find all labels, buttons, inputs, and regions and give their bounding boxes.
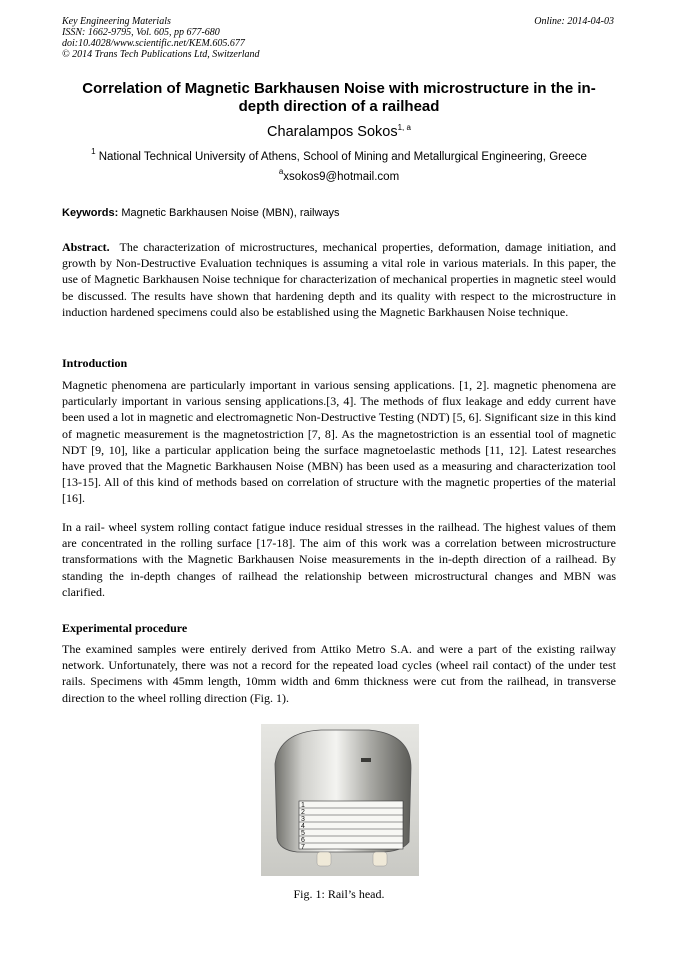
grid-label: 3 bbox=[301, 816, 305, 823]
experimental-heading: Experimental procedure bbox=[62, 621, 188, 635]
keywords bbox=[62, 206, 616, 220]
grid-label: 2 bbox=[301, 809, 305, 816]
grid-label: 7 bbox=[301, 844, 305, 851]
paper-title: Correlation of Magnetic Barkhausen Noise with microstructure in the in-depth direction of a railhead bbox=[82, 80, 596, 115]
email-text: xsokos9@hotmail.com bbox=[283, 171, 400, 183]
introduction-paragraph-1: Magnetic phenomena are particularly important in various sensing applications. [1, 2]. magnetic phenomena are particularly important in various sensing applications.[3, 4]. The methods of flux leakage and eddy current have been used a lot in magnetic and electromagnetic Non-Destructive Testing (NDT) [5, 6]. Significant size in this kind of magnetic measurement is the magnetostriction [7, 8]. As the magnetostriction is an essential tool of magnetic NDT [9, 10], like a particular application being the surface magnetoelastic methods [11, 12]. Latest researches have proved that the Magnetic Barkhausen Noise (MBN) has been used as a measuring and characterization tool [13-15]. All of this kind of methods based on correlation of structure with the magnetic properties of the material [16]. bbox=[62, 378, 616, 506]
online-date: Online: 2014-04-03 bbox=[534, 16, 614, 27]
keywords-label: Keywords: bbox=[62, 207, 119, 219]
introduction-paragraph-2: In a rail- wheel system rolling contact fatigue induce residual stresses in the railhead. The highest values of them are concentrated in the rolling surface [17-18]. The aim of this work was a correlation between microstructure transformations with the Magnetic Barkhausen Noise measurements in the in-depth direction of a railhead. By standing the in-depth changes of railhead the relationship between microstructural changes and MBN was clarified. bbox=[62, 520, 616, 599]
email-sup: a bbox=[278, 167, 284, 176]
affiliation-sup: 1 bbox=[91, 147, 96, 156]
abstract bbox=[62, 239, 616, 320]
journal-header bbox=[62, 16, 260, 60]
author-sup: 1, a bbox=[397, 123, 411, 132]
affiliation bbox=[62, 147, 616, 164]
rail-head-illustration bbox=[261, 724, 419, 876]
grid-label: 6 bbox=[301, 837, 305, 844]
author-email bbox=[62, 167, 616, 184]
journal-name: Key Engineering Materials bbox=[62, 16, 171, 27]
rail-head-photo bbox=[261, 724, 419, 876]
author bbox=[62, 123, 616, 141]
journal-doi: doi:10.4028/www.scientific.net/KEM.605.677 bbox=[62, 38, 245, 49]
experimental-paragraph-1: The examined samples were entirely derived from Attiko Metro S.A. and were a part of the existing railway network. Unfortunately, there was not a record for the repeated load cycles (wheel rail contact) of the under test rails. Specimens with 45mm length, 10mm width and 6mm thickness were cut from the railhead, in transverse direction to the wheel rolling direction (Fig. 1). bbox=[62, 642, 616, 705]
abstract-text: The characterization of microstructures, mechanical properties, deformation, damage initiation, and growth by Non-Destructive Evaluation techniques is assuming a vital role in various materials. In this paper, the use of Magnetic Barkhausen Noise technique for characterization of mechanical properties in magnetic steel would be discussed. The results have shown that hardening depth and its quality with respect to the microstructure in induction hardened specimens could also be established using the Magnetic Barkhausen Noise technique. bbox=[62, 240, 616, 319]
introduction-heading: Introduction bbox=[62, 356, 128, 370]
figure-caption: Fig. 1: Rail’s head. bbox=[293, 887, 385, 901]
grid-label: 5 bbox=[301, 830, 305, 837]
affiliation-text: National Technical University of Athens, School of Mining and Metallurgical Engineering, Greece bbox=[98, 151, 587, 163]
author-name: Charalampos Sokos bbox=[267, 124, 398, 140]
journal-copyright: © 2014 Trans Tech Publications Ltd, Switzerland bbox=[62, 49, 260, 60]
journal-issn: ISSN: 1662-9795, Vol. 605, pp 677-680 bbox=[62, 27, 220, 38]
grid-label: 4 bbox=[301, 823, 305, 830]
grid-label: 1 bbox=[301, 802, 305, 809]
abstract-label: Abstract. bbox=[62, 240, 110, 254]
keywords-text: Magnetic Barkhausen Noise (MBN), railways bbox=[121, 207, 340, 219]
